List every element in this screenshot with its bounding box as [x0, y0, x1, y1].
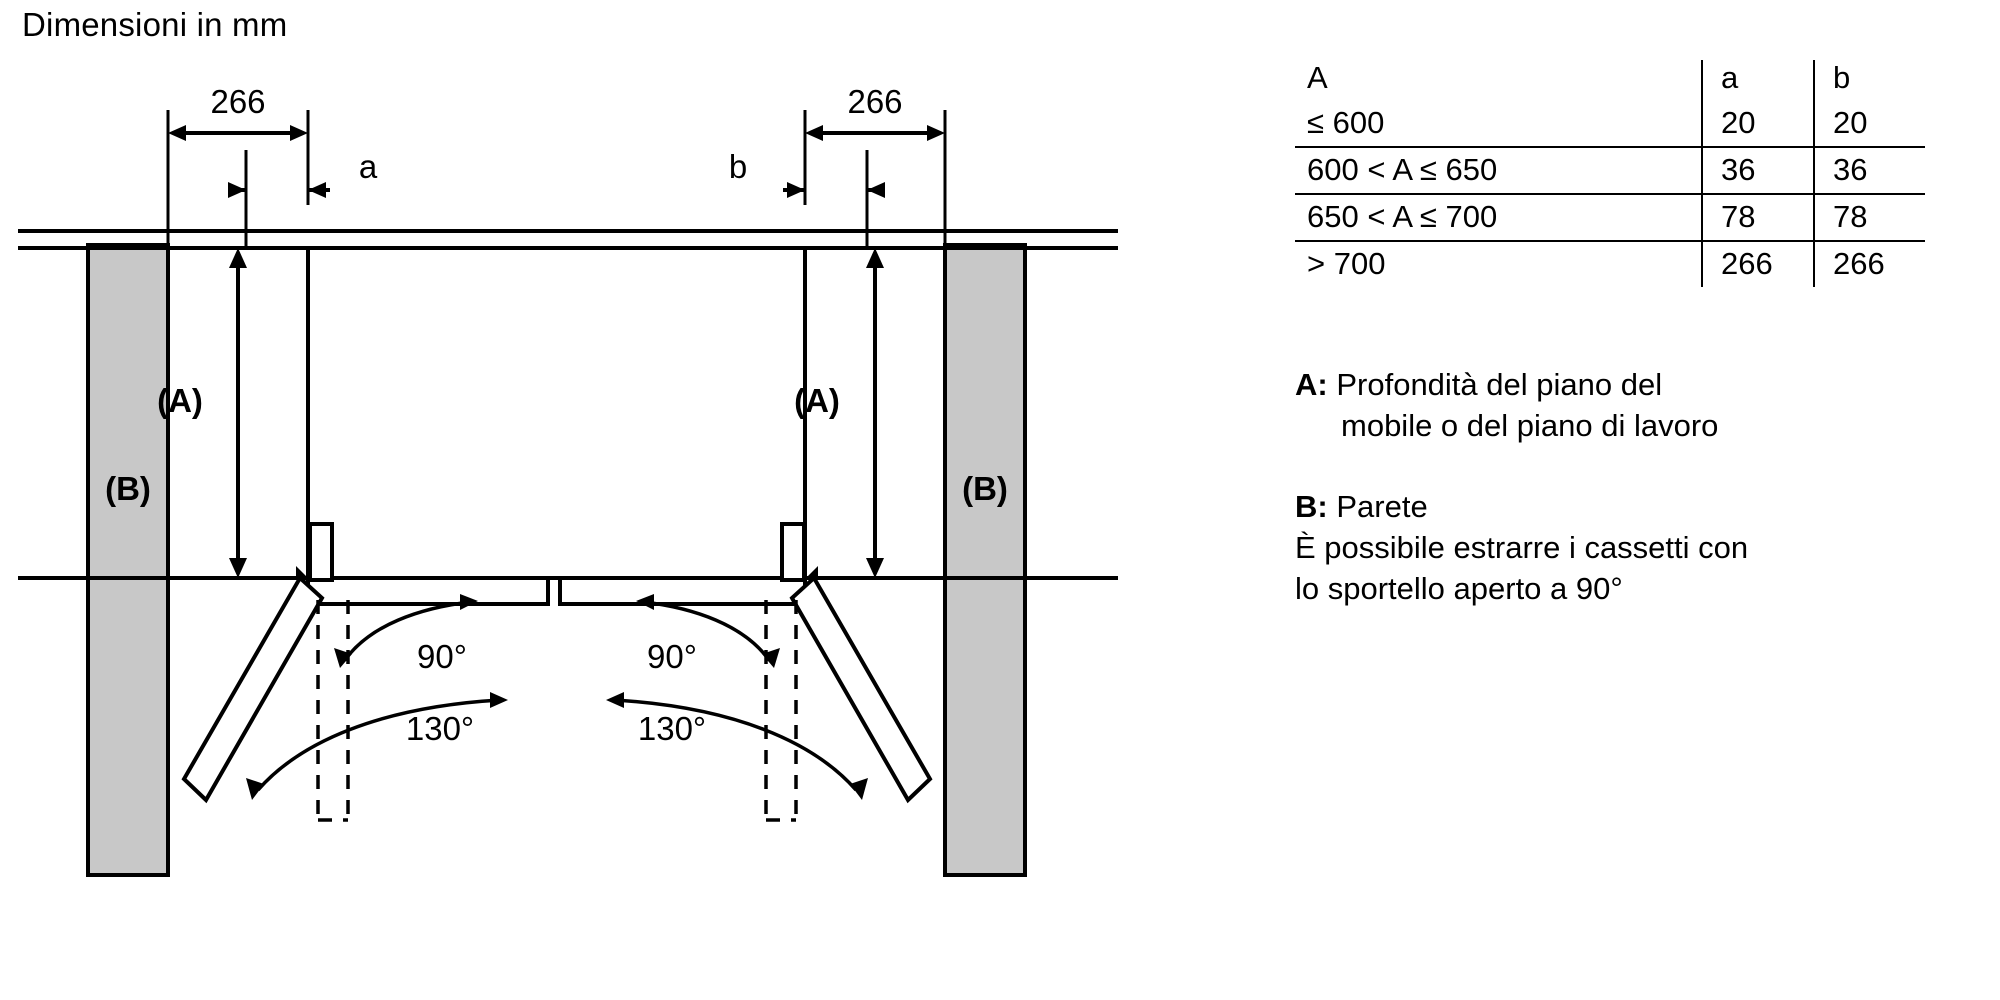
legend-a-key: A: [1295, 367, 1328, 402]
table-row [1295, 194, 1925, 241]
door-90-right-dashed [766, 600, 796, 820]
door-90-left-dashed [318, 600, 348, 820]
table-row [1295, 241, 1925, 287]
table-cell-a: 36 [1702, 147, 1814, 194]
table-cell-range: > 700 [1307, 246, 1386, 281]
angle-label-130-left: 130° [405, 710, 475, 747]
legend-b-text: Parete [1336, 488, 1428, 524]
table-cell-b: 36 [1814, 147, 1925, 194]
table-cell-range: 650 < A ≤ 700 [1295, 194, 1702, 241]
angle-label-90-right: 90° [647, 638, 697, 675]
table-cell-a: 78 [1702, 194, 1814, 241]
hinge-right [782, 524, 804, 580]
wall-block-left [88, 245, 168, 875]
legend-a-line2: mobile o del piano di lavoro [1341, 407, 1719, 443]
hinge-left [310, 524, 332, 580]
angle-130-left-arrow [246, 778, 264, 800]
appliance-body [308, 248, 805, 578]
dimension-266-right [805, 83, 945, 250]
table-row [1295, 101, 1925, 147]
legend-a-line1 [1295, 365, 1975, 406]
angle-label-90-left: 90° [417, 638, 467, 675]
legend [1295, 365, 1975, 610]
depth-label-left: (A) [157, 382, 203, 419]
table-cell-b: 20 [1814, 101, 1925, 147]
angle-130-left-arrow2 [490, 692, 508, 708]
table-cell-b: 78 [1814, 194, 1925, 241]
dim-label-b: b [728, 148, 748, 185]
door-open-right [792, 578, 930, 800]
angle-130-right-arrow [850, 778, 868, 800]
table-cell-b: 266 [1814, 241, 1925, 287]
table-header-a: A [1307, 60, 1328, 95]
angle-label-130-right: 130° [637, 710, 707, 747]
page-title: Dimensioni in mm [22, 6, 288, 43]
dimension-table [1295, 60, 1925, 287]
dim-label-266-right: 266 [847, 83, 903, 120]
dimension-b-right [729, 148, 885, 250]
dim-label-a: a [358, 148, 378, 185]
table-header-col-a: a [1702, 60, 1814, 101]
angle-130-right-arrow2 [606, 692, 624, 708]
dimension-266-left [168, 83, 308, 250]
table-cell-a: 266 [1702, 241, 1814, 287]
table-header-col-b: b [1814, 60, 1925, 101]
depth-label-right: (A) [794, 382, 840, 419]
door-front-right-closed [560, 578, 805, 604]
legend-a-text: Profondità del piano del [1336, 367, 1663, 402]
wall-label-right: (B) [962, 470, 1008, 507]
table-header-row [1295, 60, 1925, 101]
table-cell-a: 20 [1702, 101, 1814, 147]
table-cell-range: 600 < A ≤ 650 [1295, 147, 1702, 194]
table-row [1295, 147, 1925, 194]
legend-b-key: B: [1295, 488, 1328, 524]
wall-block-right [945, 245, 1025, 875]
table-cell-range: ≤ 600 [1295, 101, 1702, 147]
door-open-left [184, 578, 322, 800]
dimension-a-left [228, 148, 378, 250]
door-front-left-closed [308, 578, 548, 604]
legend-b-note-line1: È possibile estrarre i cassetti con [1295, 529, 1749, 565]
legend-entry-b [1295, 487, 1975, 610]
right-column [1295, 60, 1975, 610]
dim-label-266-left: 266 [210, 83, 266, 120]
legend-entry-a [1295, 365, 1975, 447]
legend-b-line1 [1295, 487, 1975, 528]
wall-label-left: (B) [105, 470, 151, 507]
legend-b-note-line2: lo sportello aperto a 90° [1295, 570, 1623, 606]
